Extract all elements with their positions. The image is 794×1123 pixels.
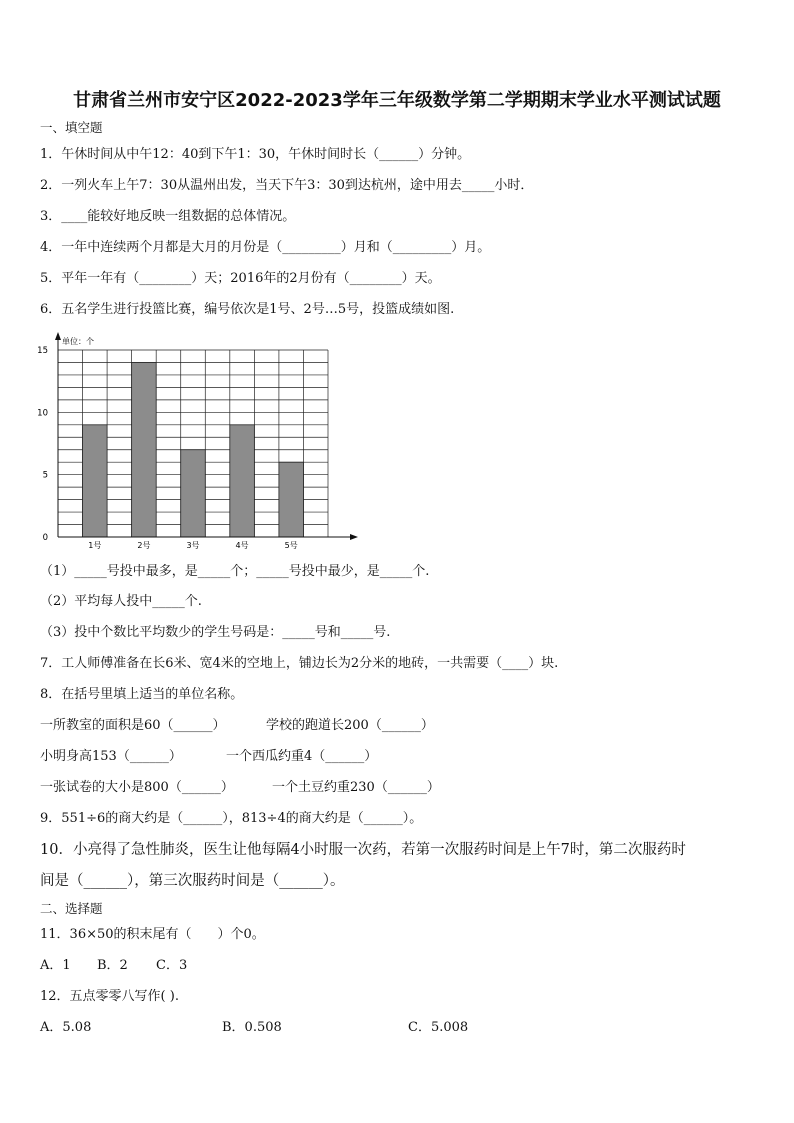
question-2: 2．一列火车上午7：30从温州出发，当天下午3：30到达杭州，途中用去_____小时． [40,178,534,193]
question-12-option-c: C．5.008 [408,1020,469,1035]
question-8-d: 一个西瓜约重4（______） [226,749,378,764]
question-3: 3．____能较好地反映一组数据的总体情况。 [40,209,296,224]
page-title: 甘肃省兰州市安宁区2022-2023学年三年级数学第二学期期末学业水平测试试题 [73,90,721,111]
question-4: 4．一年中连续两个月都是大月的月份是（_________）月和（_________）月。 [40,240,491,255]
question-11-option-a: A．1 [40,958,71,973]
chart-unit-label: 单位：个 [62,337,94,346]
bar-chart [30,332,360,554]
question-7: 7．工人师傅准备在长6米、宽4米的空地上，铺边长为2分米的地砖，一共需要（____）块. [40,656,559,671]
x-tick-label: 2号 [137,541,151,550]
question-8-c: 小明身高153（______） [40,749,182,764]
question-8-a: 一所教室的面积是60（______） [40,718,226,733]
question-11: 11．36×50的积末尾有（ ）个0。 [40,927,265,942]
question-12: 12．五点零零八写作( ). [40,989,179,1004]
x-tick-label: 4号 [235,541,249,550]
question-5: 5．平年一年有（________）天；2016年的2月份有（________）天。 [40,271,441,286]
section-choice-heading: 二、选择题 [40,901,103,916]
section-fill-heading: 一、填空题 [40,120,103,135]
question-10-line-2: 间是（______），第三次服药时间是（______）。 [40,873,345,889]
question-6-2: （2）平均每人投中_____个. [40,594,202,609]
question-8-f: 一个土豆约重230（______） [272,780,440,795]
x-tick-label: 3号 [186,541,200,550]
x-axis-arrow [350,534,358,540]
question-11-option-b: B．2 [97,958,128,973]
y-axis-arrow [55,332,61,340]
question-10-line-1: 10．小亮得了急性肺炎，医生让他每隔4小时服一次药，若第一次服药时间是上午7时，第二次服药时 [40,842,686,858]
question-1: 1．午休时间从中午12：40到下午1：30，午休时间时长（______）分钟。 [40,147,471,162]
question-8-b: 学校的跑道长200（______） [266,718,434,733]
question-11-option-c: C．3 [156,958,188,973]
bar-4 [230,425,255,537]
y-tick-label: 0 [42,533,48,543]
question-12-option-b: B．0.508 [222,1020,282,1035]
question-6-1: （1）_____号投中最多，是_____个；_____号投中最少，是_____个. [40,564,430,579]
question-9: 9．551÷6的商大约是（______），813÷4的商大约是（______）。 [40,811,423,826]
bar-2 [132,362,157,537]
y-tick-label: 5 [42,470,48,481]
x-tick-label: 5号 [284,541,298,550]
question-6-3: （3）投中个数比平均数少的学生号码是：_____号和_____号. [40,625,391,640]
question-6: 6．五名学生进行投篮比赛，编号依次是1号、2号…5号，投篮成绩如图. [40,302,455,317]
y-tick-label: 10 [37,408,48,419]
x-tick-label: 1号 [88,541,102,550]
question-12-option-a: A．5.08 [40,1020,92,1035]
bar-1 [83,425,108,537]
y-tick-label: 15 [37,346,48,356]
bar-5 [279,462,304,537]
question-8-e: 一张试卷的大小是800（______） [40,780,234,795]
question-8: 8．在括号里填上适当的单位名称。 [40,687,244,702]
bar-3 [181,450,206,537]
